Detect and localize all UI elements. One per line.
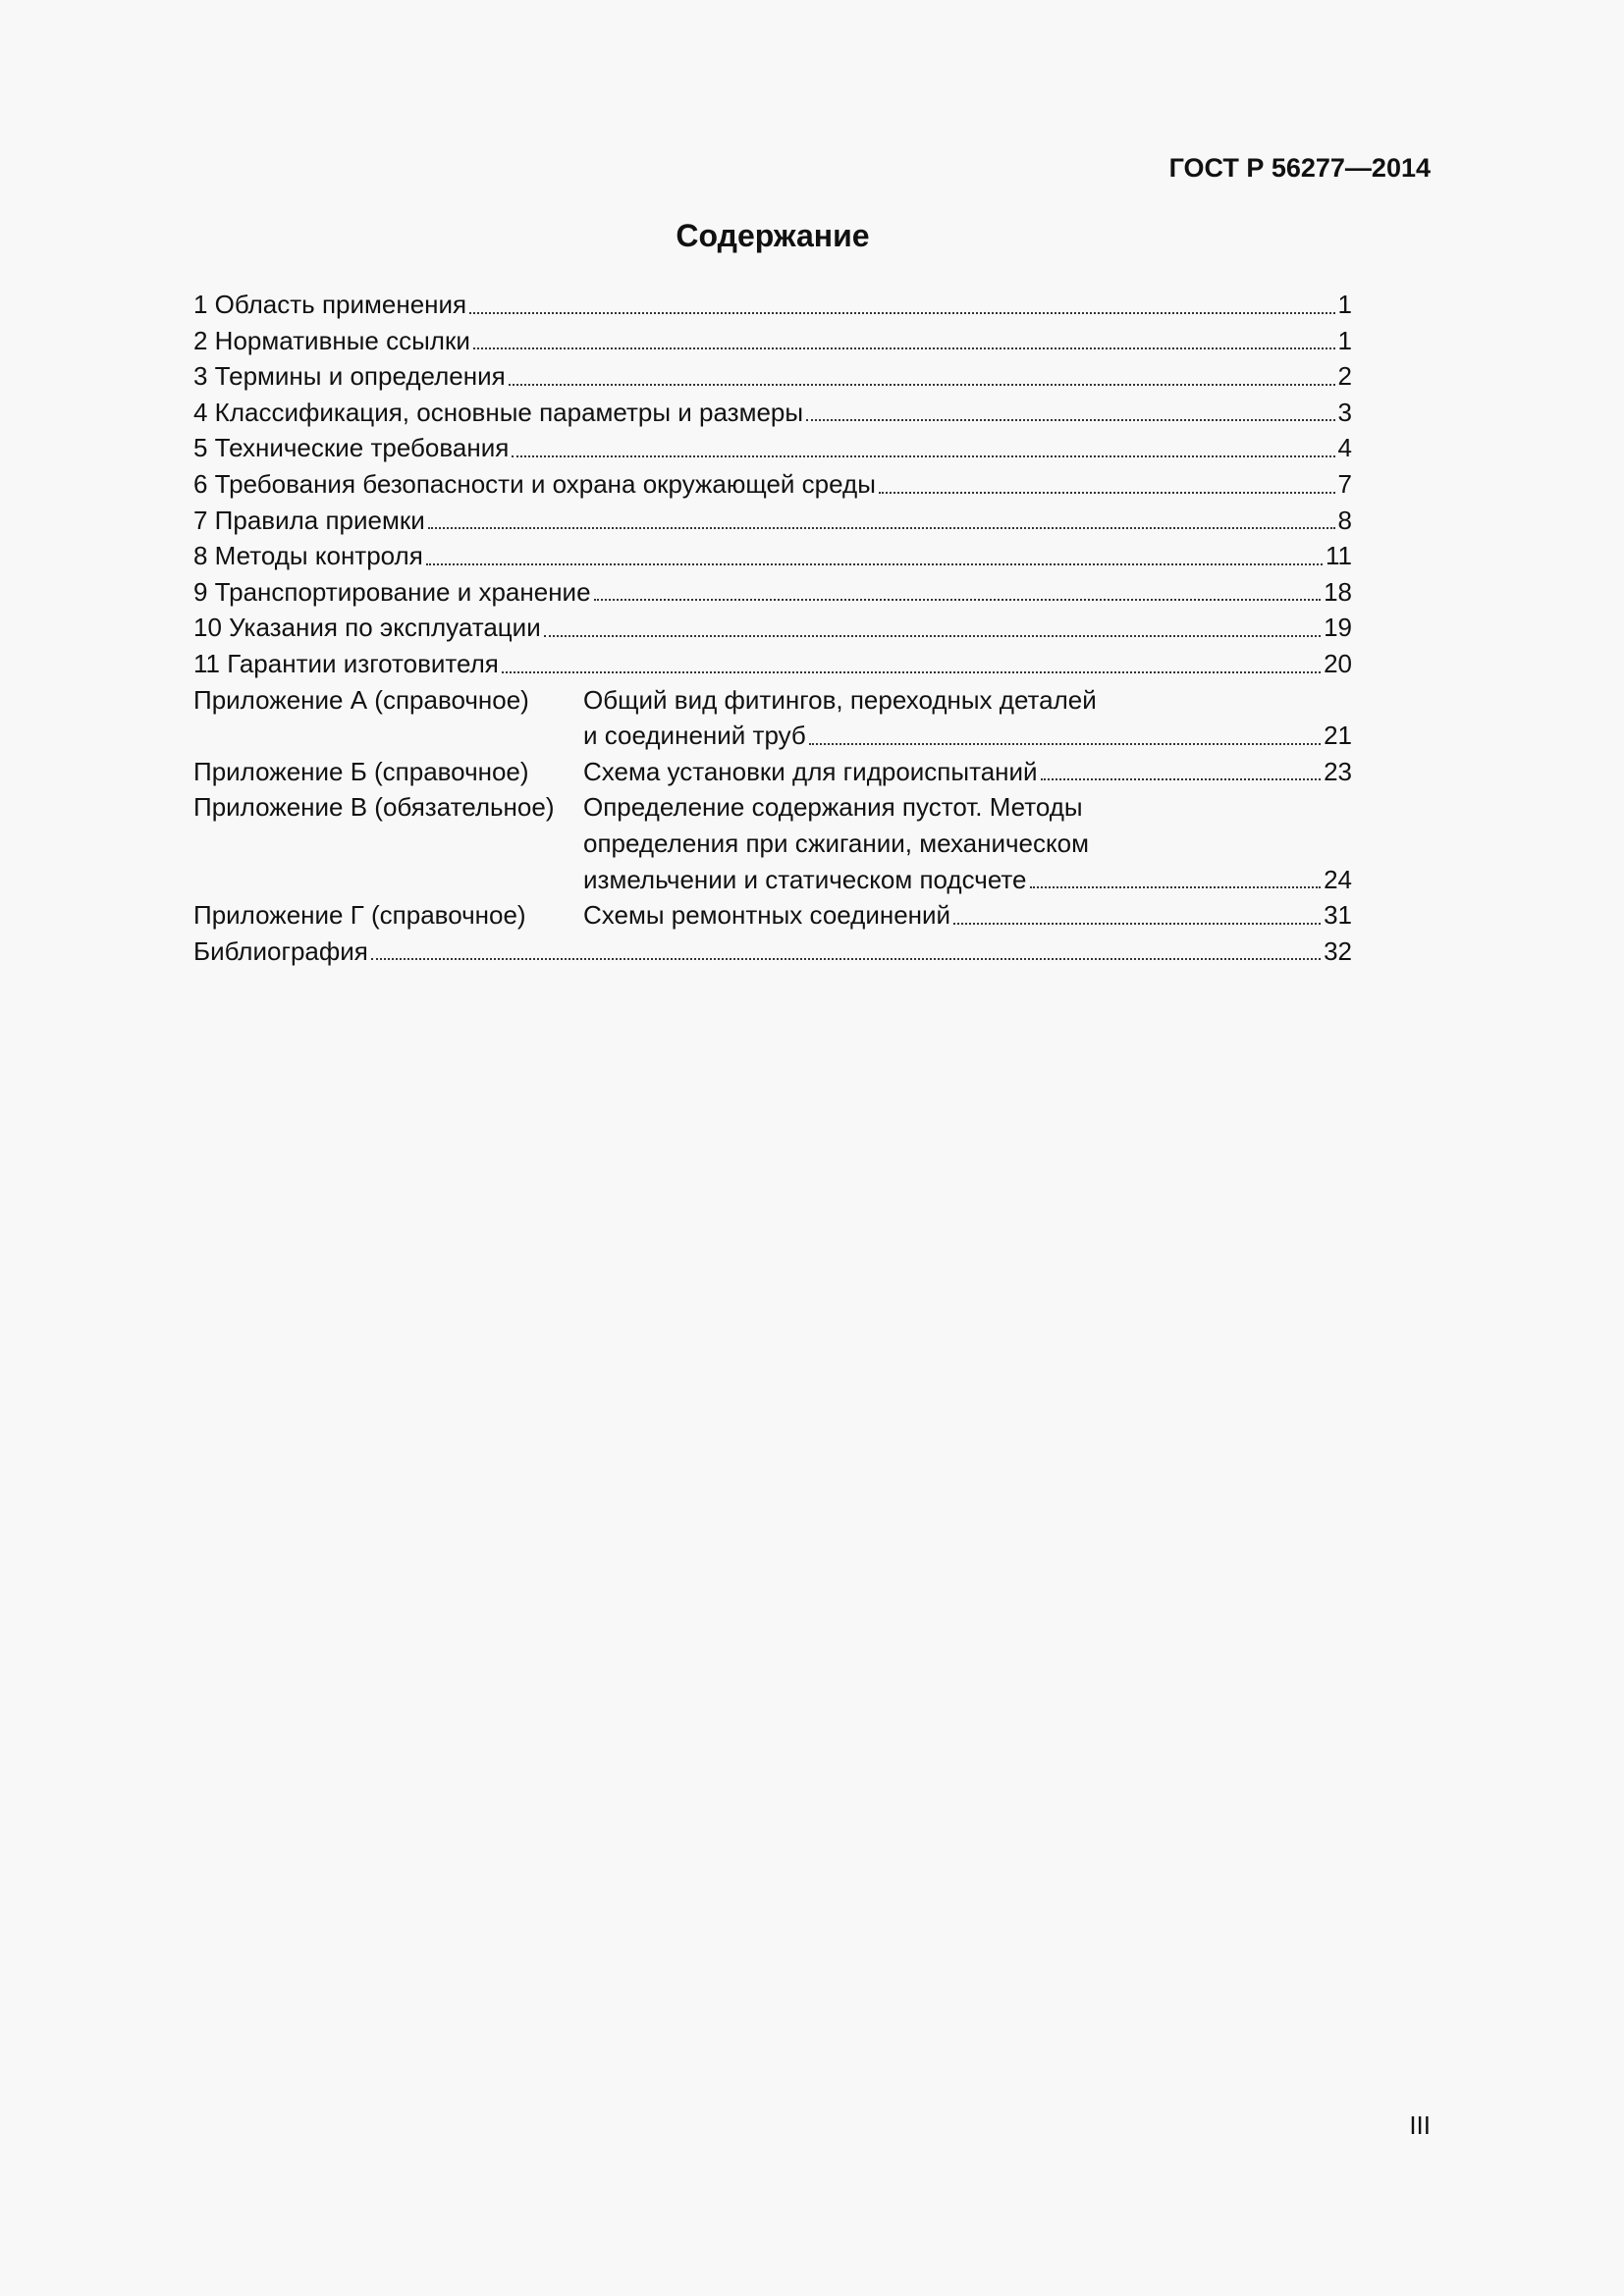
annex-label: Приложение Г (справочное): [193, 900, 526, 931]
toc-entry-label: 4 Классификация, основные параметры и размеры: [193, 397, 804, 427]
annex-label: Приложение В (обязательное): [193, 792, 555, 823]
toc-entry-page: 20: [1324, 648, 1352, 678]
annex-title-line: Схемы ремонтных соединений: [583, 900, 951, 931]
annex-title-line: определения при сжигании, механическом: [583, 828, 1090, 858]
toc-entry-label: Библиография: [193, 935, 368, 966]
toc-entry-page: 31: [1324, 900, 1352, 931]
toc-entry-page: 1: [1337, 325, 1352, 355]
toc-entry[interactable]: [193, 323, 1352, 359]
toc-entry[interactable]: [193, 646, 1352, 682]
annex-title-line: Схема установки для гидроиспытаний: [583, 756, 1038, 786]
dot-leader: [473, 347, 1335, 349]
annex-label: Приложение А (справочное): [193, 684, 529, 715]
toc-entry[interactable]: [193, 430, 1352, 466]
dot-leader: [502, 671, 1321, 673]
toc-entry-page: 18: [1324, 576, 1352, 607]
toc-entry-page: 8: [1337, 505, 1352, 535]
toc-entry-page: 21: [1324, 721, 1352, 751]
document-id: ГОСТ Р 56277—2014: [1168, 153, 1431, 183]
toc-entry-label: 7 Правила приемки: [193, 505, 425, 535]
toc-entry-annex[interactable]: [193, 789, 1352, 897]
toc-entry-label: 11 Гарантии изготовителя: [193, 648, 499, 678]
toc-entry-page: 32: [1324, 935, 1352, 966]
dot-leader: [806, 419, 1334, 421]
toc-entry-page: 7: [1337, 468, 1352, 499]
dot-leader: [426, 563, 1323, 565]
toc-entry-annex[interactable]: [193, 897, 1352, 934]
dot-leader: [544, 635, 1321, 637]
toc-entry-bibliography[interactable]: [193, 934, 1352, 970]
toc-entry[interactable]: [193, 503, 1352, 539]
toc-entry-label: 10 Указания по эксплуатации: [193, 613, 541, 643]
toc-entry-label: 3 Термины и определения: [193, 361, 506, 392]
dot-leader: [809, 743, 1321, 745]
toc-entry-annex[interactable]: [193, 682, 1352, 754]
annex-title-line: Общий вид фитингов, переходных деталей: [583, 684, 1097, 715]
toc-entry-page: 23: [1324, 756, 1352, 786]
toc-entry[interactable]: [193, 395, 1352, 431]
toc-entry-label: 2 Нормативные ссылки: [193, 325, 470, 355]
toc-entry-page: 19: [1324, 613, 1352, 643]
toc-entry[interactable]: [193, 287, 1352, 323]
dot-leader: [428, 527, 1335, 529]
annex-title-line: измельчении и статическом подсчете: [583, 864, 1027, 894]
toc-entry[interactable]: [193, 358, 1352, 395]
toc-entry-page: 24: [1324, 864, 1352, 894]
dot-leader: [509, 384, 1335, 386]
table-of-contents: [193, 287, 1352, 969]
toc-entry-label: 8 Методы контроля: [193, 541, 423, 571]
toc-entry[interactable]: [193, 538, 1352, 574]
toc-entry-label: 9 Транспортирование и хранение: [193, 576, 591, 607]
dot-leader: [879, 492, 1335, 494]
dot-leader: [1030, 886, 1322, 888]
toc-entry[interactable]: [193, 466, 1352, 503]
dot-leader: [371, 958, 1321, 960]
toc-entry-annex[interactable]: [193, 754, 1352, 790]
toc-entry-page: 1: [1337, 290, 1352, 319]
annex-title-line: и соединений труб: [583, 721, 806, 751]
annex-title-line: Определение содержания пустот. Методы: [583, 792, 1083, 823]
dot-leader: [1041, 778, 1322, 780]
toc-entry[interactable]: [193, 574, 1352, 611]
toc-entry-label: 1 Область применения: [193, 290, 467, 319]
annex-label: Приложение Б (справочное): [193, 756, 529, 786]
dot-leader: [594, 599, 1322, 601]
toc-entry-label: 6 Требования безопасности и охрана окружающей среды: [193, 468, 876, 499]
page-number: III: [1409, 2110, 1431, 2140]
dot-leader: [512, 455, 1334, 457]
toc-entry-page: 3: [1337, 397, 1352, 427]
dot-leader: [953, 923, 1321, 925]
toc-entry-page: 2: [1337, 361, 1352, 392]
toc-entry-label: 5 Технические требования: [193, 433, 510, 463]
toc-entry-page: 11: [1326, 541, 1352, 571]
page-title: Содержание: [676, 218, 870, 253]
dot-leader: [469, 312, 1334, 314]
toc-entry-page: 4: [1337, 433, 1352, 463]
toc-entry[interactable]: [193, 610, 1352, 646]
